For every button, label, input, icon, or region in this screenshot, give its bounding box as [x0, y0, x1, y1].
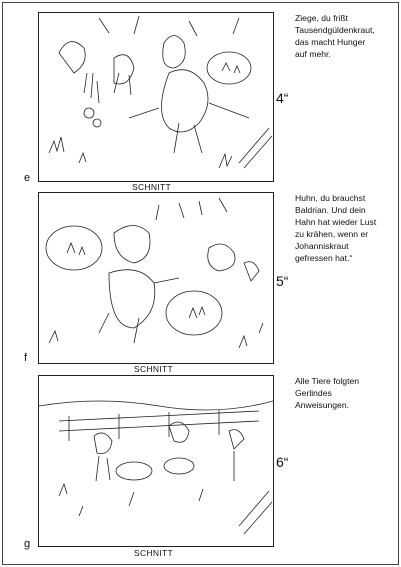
storyboard-panel-f: [38, 192, 274, 364]
cut-label-e: SCHNITT: [132, 182, 171, 192]
caption-text-g: Alle Tiere folgten Gerlindes Anweisungen.: [295, 376, 360, 410]
caption-text-e: Ziege, du frißt Tausendgüldenkraut, das macht Hunger auf mehr.: [295, 13, 375, 59]
cut-label-g: SCHNITT: [134, 548, 173, 558]
sketch-animals-field: [39, 376, 273, 546]
sketch-cow-herbs: [39, 193, 273, 363]
panel-letter-e: e: [24, 172, 31, 184]
duration-g: 6“: [276, 454, 289, 470]
panel-letter-g: g: [24, 538, 31, 550]
duration-e: 4“: [276, 90, 289, 106]
cut-label-f: SCHNITT: [134, 364, 173, 374]
storyboard-panel-g: [38, 375, 274, 547]
caption-text-f: Huhn, du brauchst Baldrian. Und dein Hahn hat wieder Lust zu krähen, wenn er Johanniskraut gefressen hat.“: [295, 193, 377, 263]
duration-f: 5“: [276, 273, 289, 289]
storyboard-panel-e: [38, 12, 274, 182]
sketch-goat-eating: [39, 13, 273, 181]
panel-letter-f: f: [24, 352, 28, 364]
